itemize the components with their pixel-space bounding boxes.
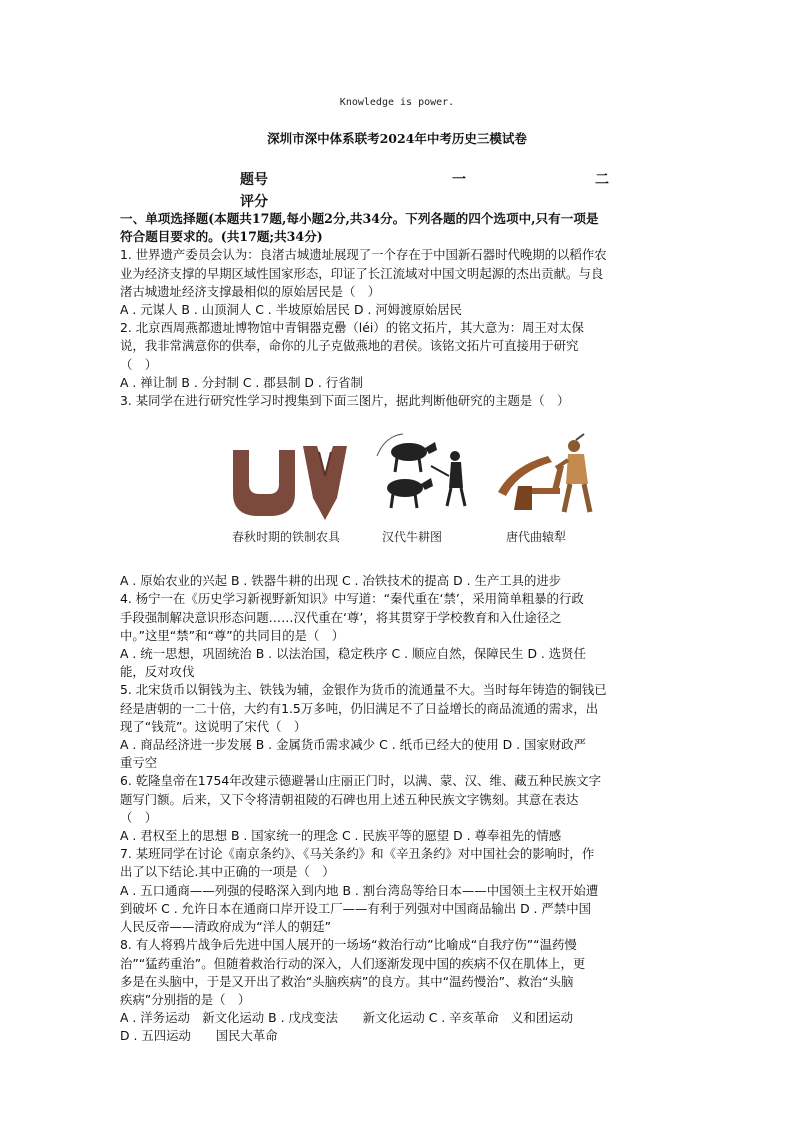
question-8-options: A . 洋务运动 新文化运动 B . 戊戌变法 新文化运动 C . 辛亥革命 义和团运动: [120, 1010, 574, 1026]
figure-caption: 春秋时期的铁制农具: [232, 530, 341, 545]
question-5-line: 5. 北宋货币以铜钱为主、铁钱为辅，金银作为货币的流通量不大。当时每年铸造的铜钱已: [120, 682, 607, 698]
section-heading: 一、单项选择题(本题共17题,每小题2分,共34分。下列各题的四个选项中,只有一项是: [120, 211, 599, 226]
question-4-options: 能，反对攻伐: [120, 664, 195, 680]
question-7-options: 到破坏 C . 允许日本在通商口岸开设工厂——有利于列强对中国商品输出 D . 严禁中国: [120, 900, 591, 916]
question-6-line: （ ）: [120, 809, 158, 825]
exam-content: [120, 210, 680, 1046]
question-1-line: 渚古城遗址经济支撑最相似的原始居民是（ ）: [120, 283, 381, 299]
question-7-line: 出了以下结论.其中正确的一项是（ ）: [120, 864, 335, 880]
iron-farm-tool-icon: [225, 432, 355, 532]
question-5-options: 重亏空: [120, 755, 158, 771]
question-1-line: 1. 世界遗产委员会认为：良渚古城遗址展现了一个存在于中国新石器时代晚期的以稻作农: [120, 247, 607, 263]
question-8-line: 多是在头脑中，于是又开出了救治“头脑疾病”的良方。其中“温药慢治”、救治“头脑: [120, 973, 574, 989]
question-8-line: 8. 有人将鸦片战争后先进中国人展开的一场场“救治行动”比喻成“自我疗伤”“温药慢: [120, 937, 577, 953]
header-motto: Knowledge is power.: [339, 97, 455, 108]
question-3-figures: [120, 422, 680, 566]
question-4-line: 中。”这里“禁”和“尊”的共同目的是（ ）: [120, 627, 345, 643]
question-8-line: 治”“猛药重治”。但随着救治行动的深入，人们逐渐发现中国的疾病不仅在肌体上，更: [120, 955, 586, 971]
section-one-header: 一: [452, 172, 466, 188]
score-table: [240, 169, 620, 213]
figure-caption: 汉代牛耕图: [382, 530, 443, 545]
question-5-line: 经是唐朝的一二十倍，大约有1.5万多吨，仍旧满足不了日益增长的商品流通的需求，出: [120, 700, 599, 716]
score-table-header-row: [240, 169, 620, 191]
question-4-options: A . 统一思想，巩固统治 B . 以法治国，稳定秩序 C . 顺应自然，保障民生 D . 选贤任: [120, 646, 586, 662]
question-7-line: 7. 某班同学在讨论《南京条约》、《马关条约》和《辛丑条约》对中国社会的影响时，作: [120, 846, 595, 862]
question-7-options: A . 五口通商——列强的侵略深入到内地 B . 割台湾岛等给日本——中国领土主权开始遭: [120, 882, 599, 898]
question-4-line: 4. 杨宁一在《历史学习新视野新知识》中写道：“秦代重在‘禁’，采用简单粗暴的行政: [120, 591, 584, 607]
question-2-line: （ ）: [120, 356, 158, 372]
question-1-line: 业为经济支撑的早期区域性国家形态，印证了长江流域对中国文明起源的杰出贡献。与良: [120, 265, 604, 281]
section-heading-cont: 符合题目要求的。(共17题;共34分): [120, 229, 323, 245]
question-8-options: D . 五四运动 国民大革命: [120, 1028, 278, 1044]
section-two-header: 二: [595, 172, 609, 188]
question-2-line: 2. 北京西周燕都遗址博物馆中青铜器克罍（léi）的铭文拓片，其大意为：周王对太保: [120, 320, 584, 336]
ox-plowing-icon: [375, 426, 475, 526]
question-5-line: 现了“钱荒”。这说明了宋代（ ）: [120, 718, 307, 734]
question-4-line: 手段强制解决意识形态问题……汉代重在‘尊’，将其贯穿于学校教育和入仕途径之: [120, 609, 562, 625]
question-1-options: A . 元谋人 B . 山顶洞人 C . 半坡原始居民 D . 河姆渡原始居民: [120, 302, 463, 318]
question-2-options: A . 禅让制 B . 分封制 C . 郡县制 D . 行省制: [120, 374, 363, 390]
question-6-line: 题写门额。后来，又下令将清朝祖陵的石碑也用上述五种民族文字镌刻。其意在表达: [120, 791, 579, 807]
question-8-line: 疾病”分别指的是（ ）: [120, 991, 251, 1007]
exam-title: 深圳市深中体系联考2024年中考历史三模试卷: [267, 131, 527, 146]
question-5-options: A . 商品经济进一步发展 B . 金属货币需求减少 C . 纸币已经大的使用 D . 国家财政严: [120, 737, 586, 753]
score-label: 评分: [240, 194, 268, 210]
curved-plow-icon: [492, 426, 602, 526]
figure-caption: 唐代曲辕犁: [506, 530, 567, 545]
question-3-line: 3. 某同学在进行研究性学习时搜集到下面三图片，据此判断他研究的主题是（ ）: [120, 393, 570, 409]
question-6-options: A . 君权至上的思想 B . 国家统一的理念 C . 民族平等的愿望 D . 尊奉祖先的情感: [120, 828, 562, 844]
question-3-options: A . 原始农业的兴起 B . 铁器牛耕的出现 C . 冶铁技术的提高 D . 生产工具的进步: [120, 573, 562, 589]
question-6-line: 6. 乾隆皇帝在1754年改建示德避暑山庄丽正门时，以满、蒙、汉、维、藏五种民族文字: [120, 773, 601, 789]
question-number-label: 题号: [240, 172, 268, 188]
question-2-line: 说，我非常满意你的供奉，命你的儿子克做燕地的君侯。该铭文拓片可直接用于研究: [120, 338, 579, 354]
question-7-options: 人民反帝——清政府成为“洋人的朝廷”: [120, 919, 332, 935]
